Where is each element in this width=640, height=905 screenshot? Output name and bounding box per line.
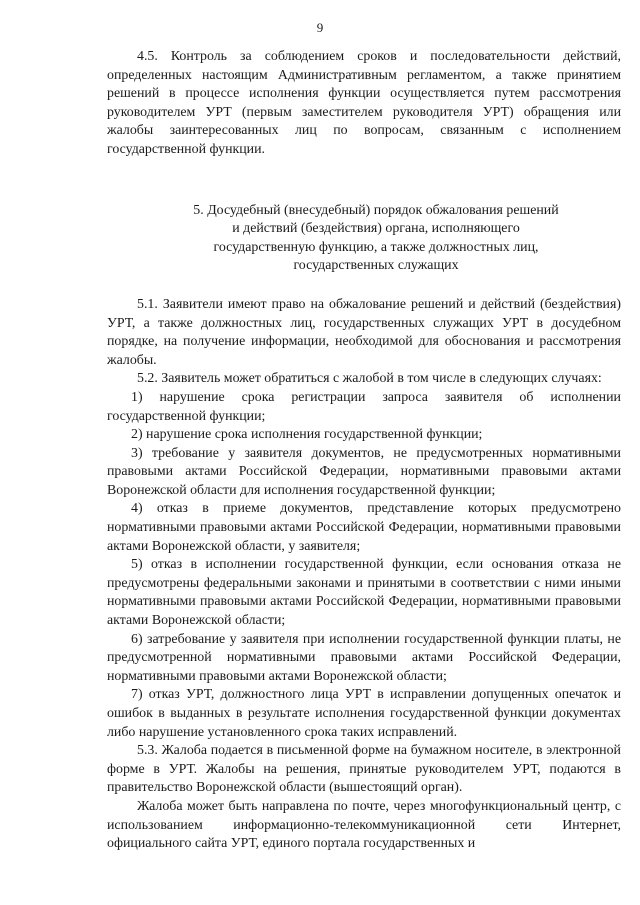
list-item: 7) отказ УРТ, должностного лица УРТ в исправлении допущенных опечаток и ошибок в выданных в результате исполнения государственной функции документах либо нарушение установленного срока таких исправлений. [107, 687, 621, 740]
paragraph-5-2: 5.2. Заявитель может обратиться с жалобой в том числе в следующих случаях: [137, 371, 602, 387]
section-heading-line: 5. Досудебный (внесудебный) порядок обжалования решений [193, 202, 559, 218]
paragraph-5-3: 5.3. Жалоба подается в письменной форме на бумажном носителе, в электронной форме в УРТ. Жалобы на решения, принятые руководителем УРТ, подаются в правительство Воронежской области (вышестоящий орган). [107, 743, 621, 796]
list-item: 4) отказ в приеме документов, представление которых предусмотрено нормативными правовыми актами Российской Федерации, нормативными правовыми актами Воронежской области, у заявителя; [107, 501, 621, 554]
list-item: 5) отказ в исполнении государственной функции, если основания отказа не предусмотрены федеральными законами и принятыми в соответствии с ними иными нормативными правовыми актами Российской Федерации, нормативными правовыми актами Воронежской области; [107, 557, 621, 629]
paragraph-complaint-delivery: Жалоба может быть направлена по почте, через многофункциональный центр, с использованием информационно-телекоммуникационной сети Интернет, официального сайта УРТ, единого портала государственных и [107, 798, 621, 852]
paragraph-4-5: 4.5. Контроль за соблюдением сроков и последовательности действий, определенных настоящим Административным регламентом, а также принятием решений в процессе исполнения функции осуществляется путем рассмотрения руководителем УРТ (первым заместителем руководителя УРТ) обращения или жалобы заинтересованных лиц по вопросам, связанным с исполнением государственной функции. [107, 49, 621, 157]
section-heading [131, 202, 621, 276]
section-heading-line: государственную функцию, а также должностных лиц, [213, 239, 539, 255]
document-body [107, 48, 621, 854]
section-heading-line: и действий (бездействия) органа, исполняющего [232, 221, 520, 237]
list-item: 6) затребование у заявителя при исполнении государственной функции платы, не предусмотренной нормативными правовыми актами Российской Федерации, нормативными правовыми актами Воронежской области; [107, 631, 621, 684]
section-heading-line: государственных служащих [293, 258, 459, 274]
paragraph-5-1: 5.1. Заявители имеют право на обжалование решений и действий (бездействия) УРТ, а также должностных лиц, государственных служащих УРТ в досудебном порядке, на получение информации, необходимой для обоснования и рассмотрения жалобы. [107, 296, 621, 368]
list-item: 2) нарушение срока исполнения государственной функции; [131, 427, 483, 443]
list-item: 1) нарушение срока регистрации запроса заявителя об исполнении государственной функции; [107, 389, 621, 424]
list-item: 3) требование у заявителя документов, не предусмотренных нормативными правовыми актами Российской Федерации, нормативными правовыми актами Воронежской области для исполнения государственной функции; [107, 445, 621, 498]
page-number: 9 [316, 20, 324, 35]
